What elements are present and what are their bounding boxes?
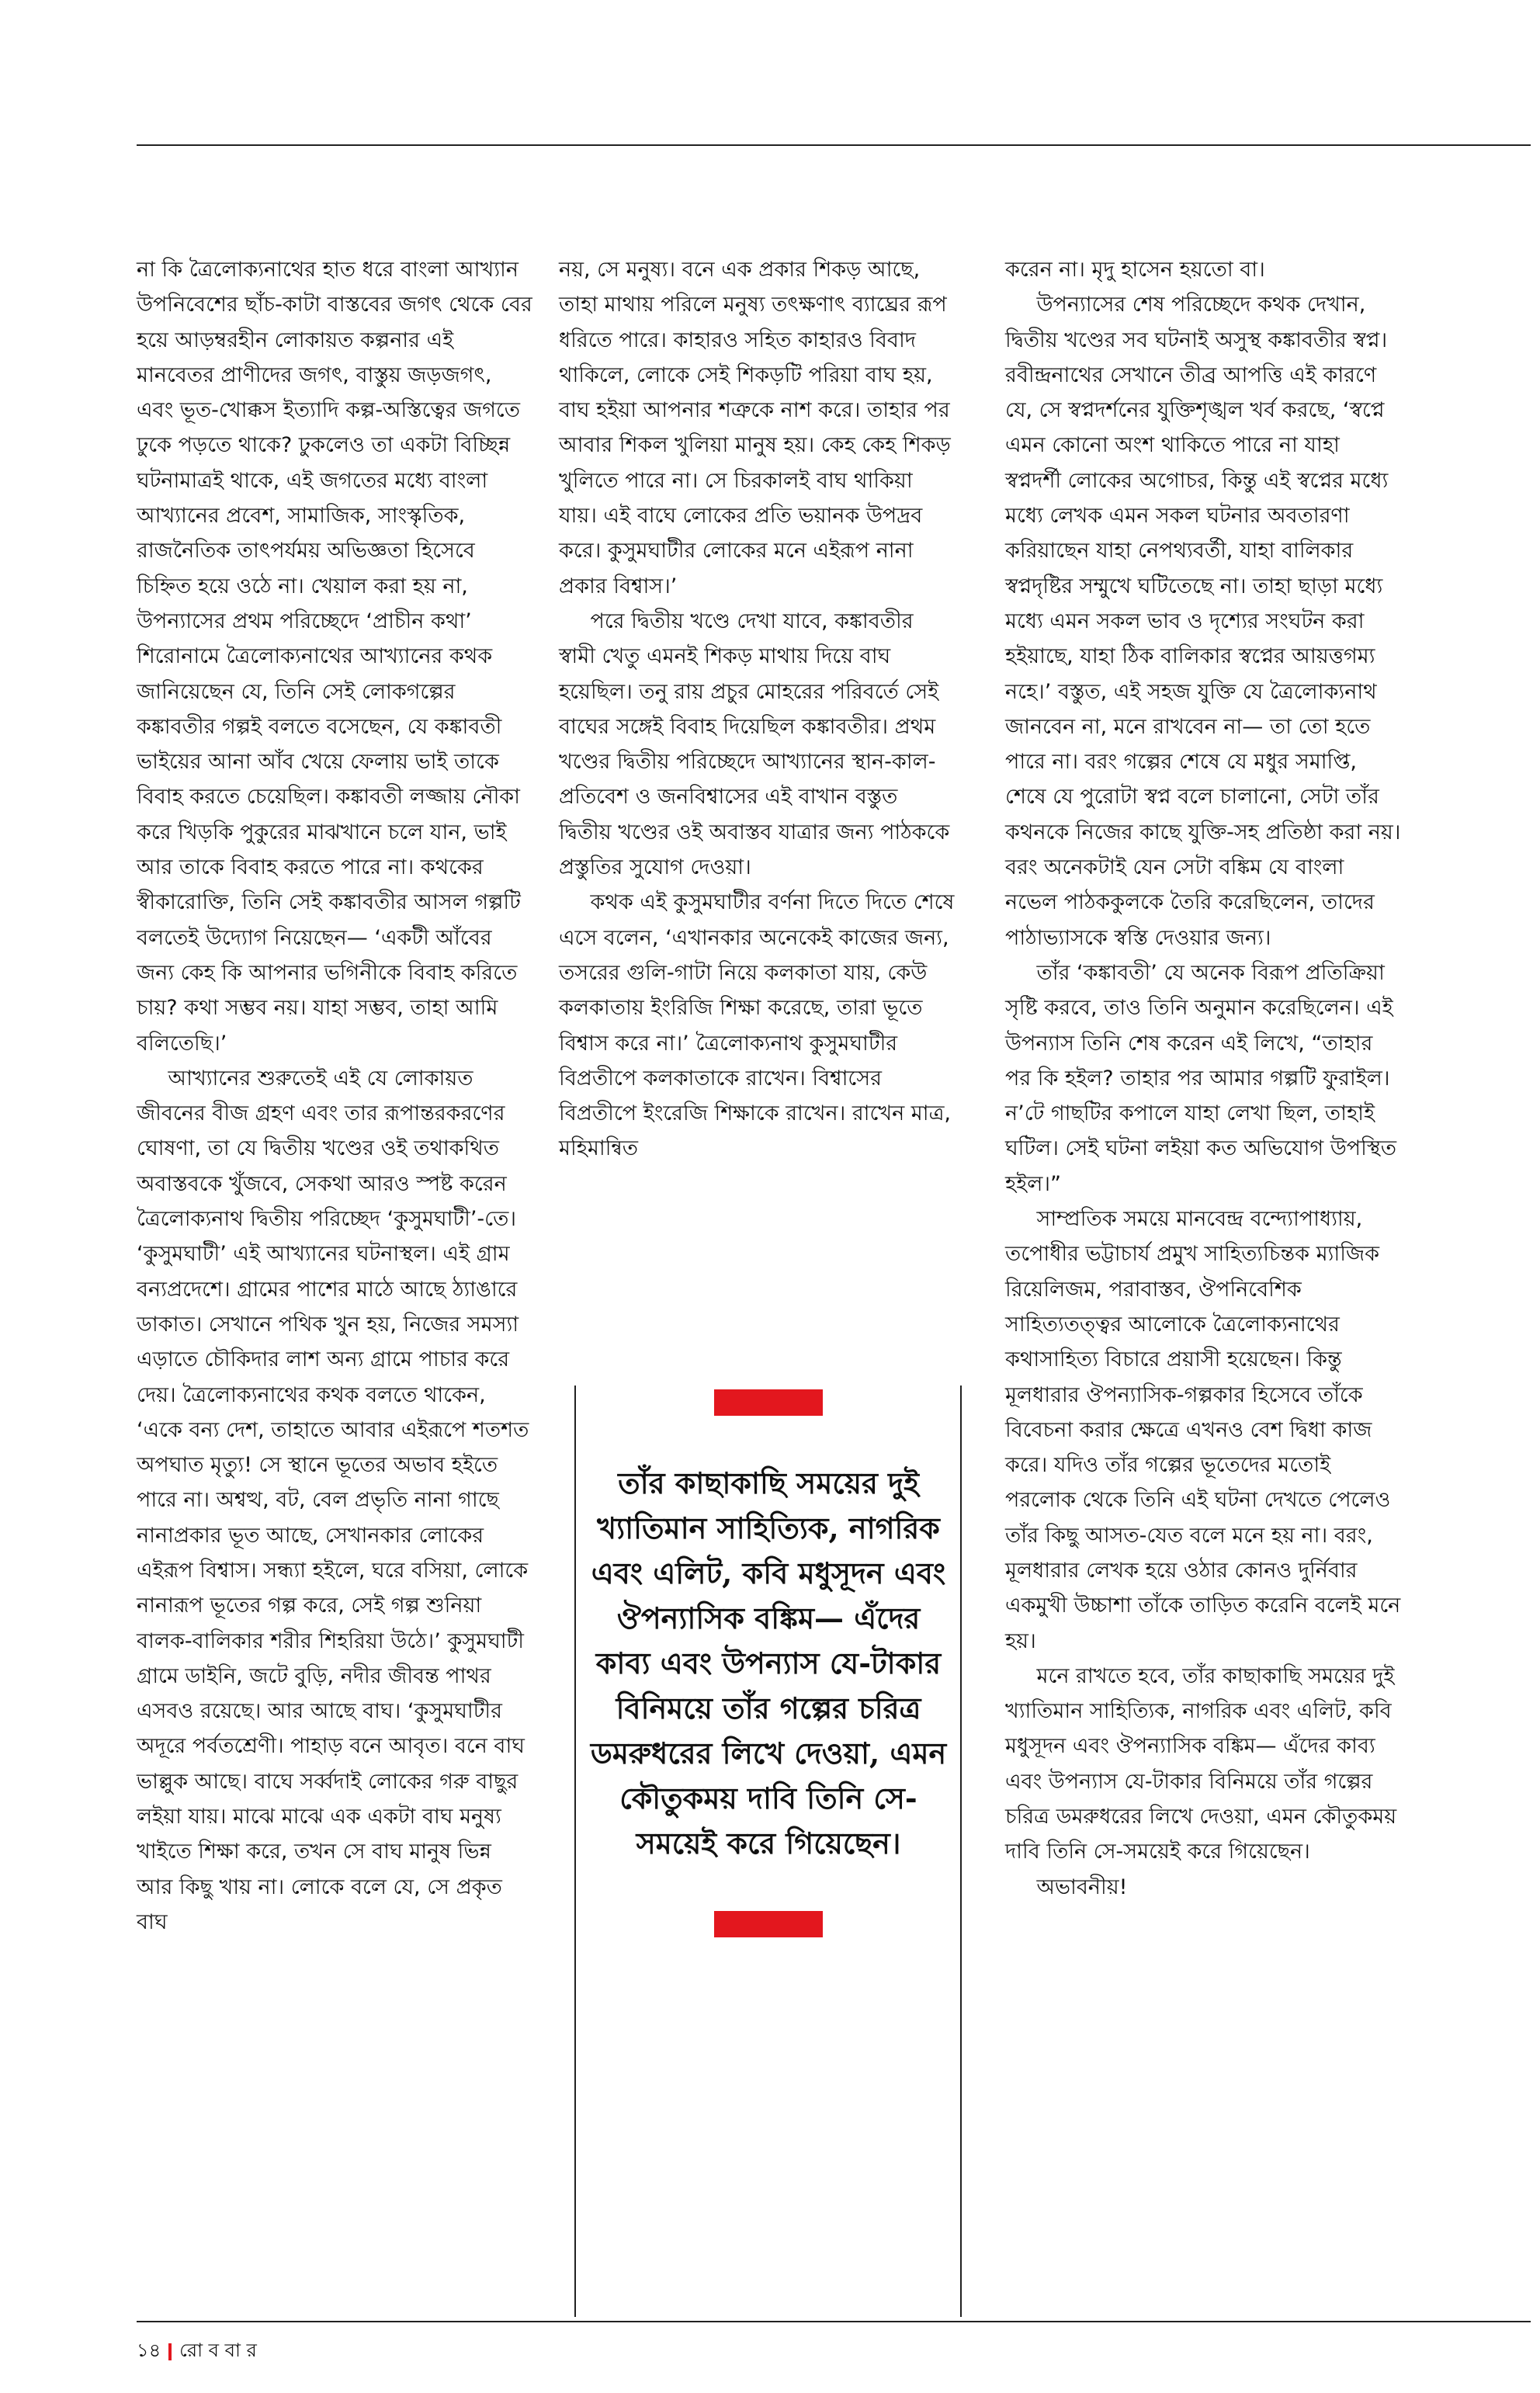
bottom-rule — [137, 2321, 1531, 2322]
paragraph: নয়, সে মনুষ্য। বনে এক প্রকার শিকড় আছে, তাহা মাথায় পরিলে মনুষ্য তৎক্ষণাৎ ব্যাঘ্রের রূপ ধরিতে পারে। কাহারও সহিত কাহারও বিবাদ থাকিলে, লোকে সেই শিকড়টি পরিয়া বাঘ হয়, বাঘ হইয়া আপনার শত্রুকে নাশ করে। তাহার পর আবার শিকল খুলিয়া মানুষ হয়। কেহ কেহ শিকড় খুলিতে পারে না। সে চিরকালই বাঘ থাকিয়া যায়। এই বাঘে লোকের প্রতি ভয়ানক উপদ্রব করে। কুসুমঘাটীর লোকের মনে এইরূপ নানা প্রকার বিশ্বাস।’ — [559, 258, 951, 598]
paragraph: না কি ত্রৈলোক্যনাথের হাত ধরে বাংলা আখ্যান উপনিবেশের ছাঁচ-কাটা বাস্তবের জগৎ থেকে বের হয়ে আড়ম্বরহীন লোকায়ত কল্পনার এই মানবেতর প্রাণীদের জগৎ, বাস্তুয় জড়জগৎ, এবং ভূত-খোক্কস ইত্যাদি কল্প-অস্তিত্বের জগতে ঢুকে পড়তে থাকে? ঢুকলেও তা একটা বিচ্ছিন্ন ঘটনামাত্রই থাকে, এই জগতের মধ্যে বাংলা আখ্যানের প্রবেশ, সামাজিক, সাংস্কৃতিক, রাজনৈতিক তাৎপর্যময় অভিজ্ঞতা হিসেবে চিহ্নিত হয়ে ওঠে না। খেয়াল করা হয় না, উপন্যাসের প্রথম পরিচ্ছেদে ‘প্রাচীন কথা’ শিরোনামে ত্রৈলোক্যনাথের আখ্যানের কথক জানিয়েছেন যে, তিনি সেই লোকগল্পের কঙ্কাবতীর গল্পই বলতে বসেছেন, যে কঙ্কাবতী ভাইয়ের আনা আঁব খেয়ে ফেলায় ভাই তাকে বিবাহ করতে চেয়েছিল। কঙ্কাবতী লজ্জায় নৌকা করে খিড়কি পুকুরের মাঝখানে চলে যান, ভাই আর তাকে বিবাহ করতে পারে না। কথকের স্বীকারোক্তি, তিনি সেই কঙ্কাবতীর আসল গল্পটি বলতেই উদ্যোগ নিয়েছেন— ‘একটী আঁবের জন্য কেহ কি আপনার ভগিনীকে বিবাহ করিতে চায়? কথা সম্ভব নয়। যাহা সম্ভব, তাহা আমি বলিতেছি।’ — [137, 258, 532, 1056]
paragraph: অভাবনীয়! — [1036, 1875, 1128, 1899]
paragraph: পরে দ্বিতীয় খণ্ডে দেখা যাবে, কঙ্কাবতীর স্বামী খেতু এমনই শিকড় মাথায় দিয়ে বাঘ হয়েছিল। তনু রায় প্রচুর মোহরের পরিবর্তে সেই বাঘের সঙ্গেই বিবাহ দিয়েছিল কঙ্কাবতীর। প্রথম খণ্ডের দ্বিতীয় পরিচ্ছেদে আখ্যানের স্থান-কাল-প্রতিবেশ ও জনবিশ্বাসের এই বাখান বস্তুত দ্বিতীয় খণ্ডের ওই অবাস্তব যাত্রার জন্য পাঠককে প্রস্তুতির সুযোগ দেওয়া। — [559, 609, 950, 880]
pull-quote-bottom-bar — [714, 1911, 823, 1937]
paragraph: কথক এই কুসুমঘাটীর বর্ণনা দিতে দিতে শেষে এসে বলেন, ‘এখানকার অনেকেই কাজের জন্য, তসরের গুলি-গাটা নিয়ে কলকাতা যায়, কেউ কলকাতায় ইংরিজি শিক্ষা করেছে, তারা ভূতে বিশ্বাস করে না।’ ত্রৈলোক্যনাথ কুসুমঘাটীর বিপ্রতীপে কলকাতাকে রাখেন। বিশ্বাসের বিপ্রতীপে ইংরেজি শিক্ষাকে রাখেন। রাখেন মাত্র, মহিমান্বিত — [559, 890, 955, 1161]
top-rule — [137, 144, 1531, 146]
article-column-1 — [137, 252, 532, 1940]
pull-quote-left-divider — [574, 1386, 576, 2317]
pull-quote-top-bar — [714, 1389, 823, 1416]
footer-separator — [168, 2343, 172, 2360]
page-footer — [137, 2336, 257, 2367]
paragraph: করেন না। মৃদু হাসেন হয়তো বা। — [1005, 258, 1265, 282]
pull-quote-right-divider — [960, 1386, 962, 2317]
pull-quote-text: তাঁর কাছাকাছি সময়ের দুই খ্যাতিমান সাহিত্যিক, নাগরিক এবং এলিট, কবি মধুসূদন এবং ঔপন্যাসিক বঙ্কিম— এঁদের কাব্য এবং উপন্যাস যে-টাকার বিনিময়ে তাঁর গল্পের চরিত্র ডমরুধরের লিখে দেওয়া, এমন কৌতুকময় দাবি তিনি সে-সময়েই করে গিয়েছেন। — [590, 1465, 947, 1861]
magazine-name: রো ব বা র — [179, 2339, 257, 2361]
paragraph: সাম্প্রতিক সময়ে মানবেন্দ্র বন্দ্যোপাধ্যায়, তপোধীর ভট্টাচার্য প্রমুখ সাহিত্যচিন্তক ম্যাজিক রিয়েলিজম, পরাবাস্তব, ঔপনিবেশিক সাহিত্যতত্ত্বর আলোকে ত্রৈলোক্যনাথের কথাসাহিত্য বিচারে প্রয়াসী হয়েছেন। কিন্তু মূলধারার ঔপন্যাসিক-গল্পকার হিসেবে তাঁকে বিবেচনা করার ক্ষেত্রে এখনও বেশ দ্বিধা কাজ করে। যদিও তাঁর গল্পের ভূতেদের মতোই পরলোক থেকে তিনি এই ঘটনা দেখতে পেলেও তাঁর কিছু আসত-যেত বলে মনে হয় না। বরং, মূলধারার লেখক হয়ে ওঠার কোনও দুর্নিবার একমুখী উচ্চাশা তাঁকে তাড়িত করেনি বলেই মনে হয়। — [1005, 1207, 1401, 1653]
page-number: ১৪ — [137, 2339, 161, 2361]
paragraph: তাঁর ‘কঙ্কাবতী’ যে অনেক বিরূপ প্রতিক্রিয়া সৃষ্টি করবে, তাও তিনি অনুমান করেছিলেন। এই উপন্যাস তিনি শেষ করেন এই লিখে, “তাহার পর কি হইল? তাহার পর আমার গল্পটি ফুরাইল। ন’টে গাছটির কপালে যাহা লেখা ছিল, তাহাই ঘটিল। সেই ঘটনা লইয়া কত অভিযোগ উপস্থিত হইল।” — [1005, 960, 1396, 1196]
pull-quote — [590, 1389, 947, 2313]
article-column-2 — [559, 252, 955, 1167]
paragraph: আখ্যানের শুরুতেই এই যে লোকায়ত জীবনের বীজ গ্রহণ এবং তার রূপান্তরকরণের ঘোষণা, তা যে দ্বিতীয় খণ্ডের ওই তথাকথিত অবাস্তবকে খুঁজবে, সেকথা আরও স্পষ্ট করেন ত্রৈলোক্যনাথ দ্বিতীয় পরিচ্ছেদ ‘কুসুমঘাটী’-তে। ‘কুসুমঘাটী’ এই আখ্যানের ঘটনাস্থল। এই গ্রাম বন্যপ্রদেশে। গ্রামের পাশের মাঠে আছে ঠ্যাঙারে ডাকাত। সেখানে পথিক খুন হয়, নিজের সমস্যা এড়াতে চৌকিদার লাশ অন্য গ্রামে পাচার করে দেয়। ত্রৈলোক্যনাথের কথক বলতে থাকেন, ‘একে বন্য দেশ, তাহাতে আবার এইরূপে শতশত অপঘাত মৃত্যু! সে স্থানে ভূতের অভাব হইতে পারে না। অশ্বত্থ, বট, বেল প্রভৃতি নানা গাছে নানাপ্রকার ভূত আছে, সেখানকার লোকের এইরূপ বিশ্বাস। সন্ধ্যা হইলে, ঘরে বসিয়া, লোকে নানারূপ ভূতের গল্প করে, সেই গল্প শুনিয়া বালক-বালিকার শরীর শিহরিয়া উঠে।’ কুসুমঘাটী গ্রামে ডাইনি, জটে বুড়ি, নদীর জীবন্ত পাথর এসবও রয়েছে। আর আছে বাঘ। ‘কুসুমঘাটীর অদূরে পর্বতশ্রেণী। পাহাড় বনে আবৃত। বনে বাঘ ভাল্লুক আছে। বাঘে সর্ব্বদাই লোকের গরু বাছুর লইয়া যায়। মাঝে মাঝে এক একটা বাঘ মনুষ্য খাইতে শিক্ষা করে, তখন সে বাঘ মানুষ ভিন্ন আর কিছু খায় না। লোকে বলে যে, সে প্রকৃত বাঘ — [137, 1066, 529, 1934]
paragraph: উপন্যাসের শেষ পরিচ্ছেদে কথক দেখান, দ্বিতীয় খণ্ডের সব ঘটনাই অসুস্থ কঙ্কাবতীর স্বপ্ন। রবীন্দ্রনাথের সেখানে তীব্র আপত্তি এই কারণে যে, সে স্বপ্নদর্শনের যুক্তিশৃঙ্খল খর্ব করছে, ‘স্বপ্নে এমন কোনো অংশ থাকিতে পারে না যাহা স্বপ্নদর্শী লোকের অগোচর, কিন্তু এই স্বপ্নের মধ্যে মধ্যে লেখক এমন সকল ঘটনার অবতারণা করিয়াছেন যাহা নেপথ্যবর্তী, যাহা বালিকার স্বপ্নদৃষ্টির সম্মুখে ঘটিতেছে না। তাহা ছাড়া মধ্যে মধ্যে এমন সকল ভাব ও দৃশ্যের সংঘটন করা হইয়াছে, যাহা ঠিক বালিকার স্বপ্নের আয়ত্তগম্য নহে।’ বস্তুত, এই সহজ যুক্তি যে ত্রৈলোক্যনাথ জানবেন না, মনে রাখবেন না— তা তো হতে পারে না। বরং গল্পের শেষে যে মধুর সমাপ্তি, শেষে যে পুরোটা স্বপ্ন বলে চালানো, সেটা তাঁর কথনকে নিজের কাছে যুক্তি-সহ প্রতিষ্ঠা করা নয়। বরং অনেকটাই যেন সেটা বঙ্কিম যে বাংলা নভেল পাঠককুলকে তৈরি করেছিলেন, তাদের পাঠাভ্যাসকে স্বস্তি দেওয়ার জন্য। — [1005, 293, 1401, 950]
paragraph: মনে রাখতে হবে, তাঁর কাছাকাছি সময়ের দুই খ্যাতিমান সাহিত্যিক, নাগরিক এবং এলিট, কবি মধুসূদন এবং ঔপন্যাসিক বঙ্কিম— এঁদের কাব্য এবং উপন্যাস যে-টাকার বিনিময়ে তাঁর গল্পের চরিত্র ডমরুধরের লিখে দেওয়া, এমন কৌতুকময় দাবি তিনি সে-সময়েই করে গিয়েছেন। — [1005, 1663, 1397, 1864]
article-column-3 — [1005, 252, 1401, 1905]
